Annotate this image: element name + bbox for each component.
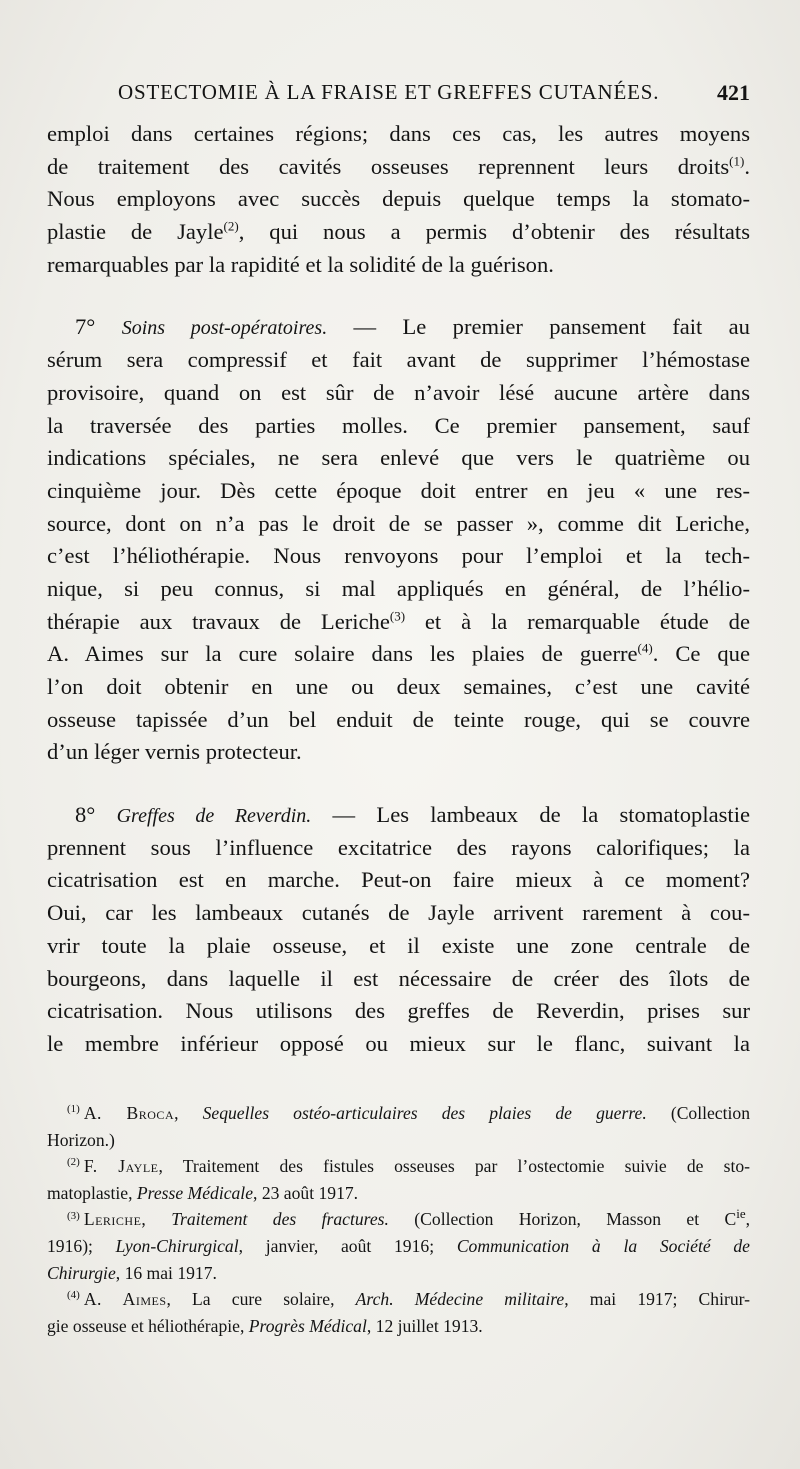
footnote-line: Horizon.) (47, 1129, 115, 1150)
paragraph-gap (47, 281, 750, 311)
text-line: Oui, car les lambeaux cutanés de Jayle arrivent rarement à cou- (47, 900, 750, 926)
text-line (47, 606, 750, 639)
paragraph-gap (47, 769, 750, 799)
footnote-line (47, 1286, 750, 1313)
text-line: c’est l’héliothérapie. Nous renvoyons pour l’emploi et la tech- (47, 543, 750, 569)
text-segment: thérapie aux travaux de Leriche (47, 608, 390, 634)
text-line: bourgeons, dans laquelle il est nécessaire de créer des îlots de (47, 965, 750, 991)
footnote-author: A. Aimes (83, 1289, 167, 1310)
text-segment: plastie de Jayle (47, 219, 224, 245)
text-segment: et à la remarquable étude de (405, 608, 750, 634)
text-segment: Les lambeaux de la stomatoplastie (376, 802, 751, 828)
footnote-title: Sequelles ostéo-articulaires des plaies de guerre. (202, 1103, 647, 1123)
footnote-line (47, 1233, 750, 1260)
text-line (47, 151, 750, 184)
footnote-journal: Progrès Médical (248, 1315, 367, 1336)
text-line: cinquième jour. Dès cette époque doit entrer en jeu « une res- (47, 477, 750, 503)
text-segment: de traitement des cavités osseuses reprennent leurs droits (47, 153, 730, 179)
footnote-line (47, 1180, 750, 1207)
footnote-line: $^{(1)}$ A. Broca, Sequelles ostéo-articulaires des plaies de guerre. (Collection (67, 1103, 750, 1123)
text-segment: gie osseuse et héliothérapie, (47, 1315, 249, 1336)
section-heading: Greffes de Reverdin. (116, 805, 312, 828)
footnote-marker: (2) (67, 1156, 80, 1169)
text-line: d’un léger vernis protecteur. (47, 739, 302, 765)
text-line (47, 216, 750, 249)
section-heading: Soins post-opératoires. (121, 317, 328, 340)
text-line: source, dont on n’a pas le droit de se passer », comme dit Leriche, (47, 510, 750, 536)
text-segment: , 23 août 1917. (253, 1182, 359, 1203)
text-line: la traversée des parties molles. Ce premier pansement, sauf (47, 412, 750, 438)
text-line: indications spéciales, ne sera enlevé que vers le quatrième ou (47, 445, 750, 471)
text-segment: Le premier pansement fait au (402, 314, 750, 340)
text-segment: , Traitement des fistules osseuses par l’ostectomie suivie de sto- (158, 1156, 750, 1177)
text-superscript: ie (736, 1206, 746, 1222)
footnote-title: Traitement des fractures. (171, 1209, 389, 1230)
text-line: emploi dans certaines régions; dans ces cas, les autres moyens (47, 121, 750, 146)
footnote-author: F. Jayle (83, 1156, 159, 1177)
footnote-author: Leriche (83, 1209, 142, 1230)
em-dash: — (332, 802, 356, 828)
footnote-author: A. Broca (83, 1103, 175, 1123)
section-heading-line (47, 799, 750, 832)
text-segment: , mai 1917; Chirur- (564, 1289, 750, 1310)
text-segment: , (745, 1209, 751, 1230)
text-line: l’on doit obtenir en une ou deux semaines, c’est une cavité (47, 674, 750, 699)
footnote-marker: (3) (67, 1209, 80, 1222)
footnote-journal: Presse Médicale (136, 1182, 254, 1203)
footnote-marker: (4) (67, 1289, 80, 1302)
footnote-line (47, 1153, 750, 1180)
footnote-journal: Chirurgie (47, 1262, 116, 1283)
page-header (118, 80, 750, 112)
footnote-ref: (3) (389, 608, 406, 624)
text-line: provisoire, quand on est sûr de n’avoir lésé aucune artère dans (47, 379, 750, 405)
text-segment: A. Aimes sur la cure solaire dans les plaies de guerre (47, 641, 638, 667)
footnotes (47, 1100, 750, 1339)
text-line: sérum sera compressif et fait avant de supprimer l’hémostase (47, 347, 750, 373)
section-number: 8° (75, 802, 96, 828)
section-heading-line (47, 311, 750, 344)
em-dash: — (353, 314, 377, 340)
footnote-ref: (4) (637, 640, 653, 656)
text-line: osseuse tapissée d’un bel enduit de teinte rouge, qui se couvre (47, 706, 750, 732)
running-title: OSTECTOMIE À LA FRAISE ET GREFFES CUTANÉES. (118, 80, 660, 104)
footnote-journal: Arch. Médecine militaire (355, 1289, 565, 1310)
text-line: nique, si peu connus, si mal appliqués en général, de l’hélio- (47, 575, 750, 601)
text-line: cicatrisation. Nous utilisons des greffes de Reverdin, prises sur (47, 998, 750, 1024)
footnote-marker: (1) (67, 1103, 80, 1116)
body-text (47, 118, 750, 1061)
text-segment: , 16 mai 1917. (115, 1262, 217, 1283)
text-segment: . Ce que (652, 641, 751, 667)
footnote-line (47, 1260, 750, 1287)
text-segment: matoplastie, (47, 1182, 137, 1203)
text-line: prennent sous l’influence excitatrice des rayons calorifiques; la (47, 834, 750, 860)
text-line: vrir toute la plaie osseuse, et il existe une zone centrale de (47, 932, 750, 958)
text-segment: 1916); (47, 1235, 116, 1256)
section-number: 7° (75, 314, 96, 340)
text-segment: , La cure solaire, (166, 1289, 356, 1310)
text-line (47, 638, 750, 671)
text-segment: , qui nous a permis d’obtenir des résultats (238, 219, 750, 245)
footnote-journal: Lyon-Chirurgical (115, 1235, 239, 1256)
text-line: le membre inférieur opposé ou mieux sur le flanc, suivant la (47, 1030, 750, 1056)
footnote-communication: Communication à la Société de (456, 1235, 750, 1256)
page-number: 421 (717, 80, 750, 105)
text-segment: , 12 juillet 1913. (366, 1315, 483, 1336)
text-segment: . (744, 153, 750, 179)
footnote-ref: (1) (729, 153, 745, 169)
footnote-line: $^{(3)}$ Leriche, Traitement des fractures. (Collection Horizon, Masson et $C^{ie}$, (67, 1206, 751, 1230)
text-segment: , janvier, août 1916; (238, 1235, 457, 1256)
footnote-line (47, 1313, 750, 1340)
text-segment: (Collection Horizon, Masson et C (388, 1209, 737, 1230)
footnote-ref: (2) (223, 218, 239, 234)
text-segment: (Collection (646, 1103, 750, 1123)
text-line: cicatrisation est en marche. Peut-on faire mieux à ce moment? (47, 867, 750, 893)
text-line: remarquables par la rapidité et la solidité de la guérison. (47, 251, 554, 277)
text-line: Nous employons avec succès depuis quelque temps la stomato- (47, 186, 750, 212)
